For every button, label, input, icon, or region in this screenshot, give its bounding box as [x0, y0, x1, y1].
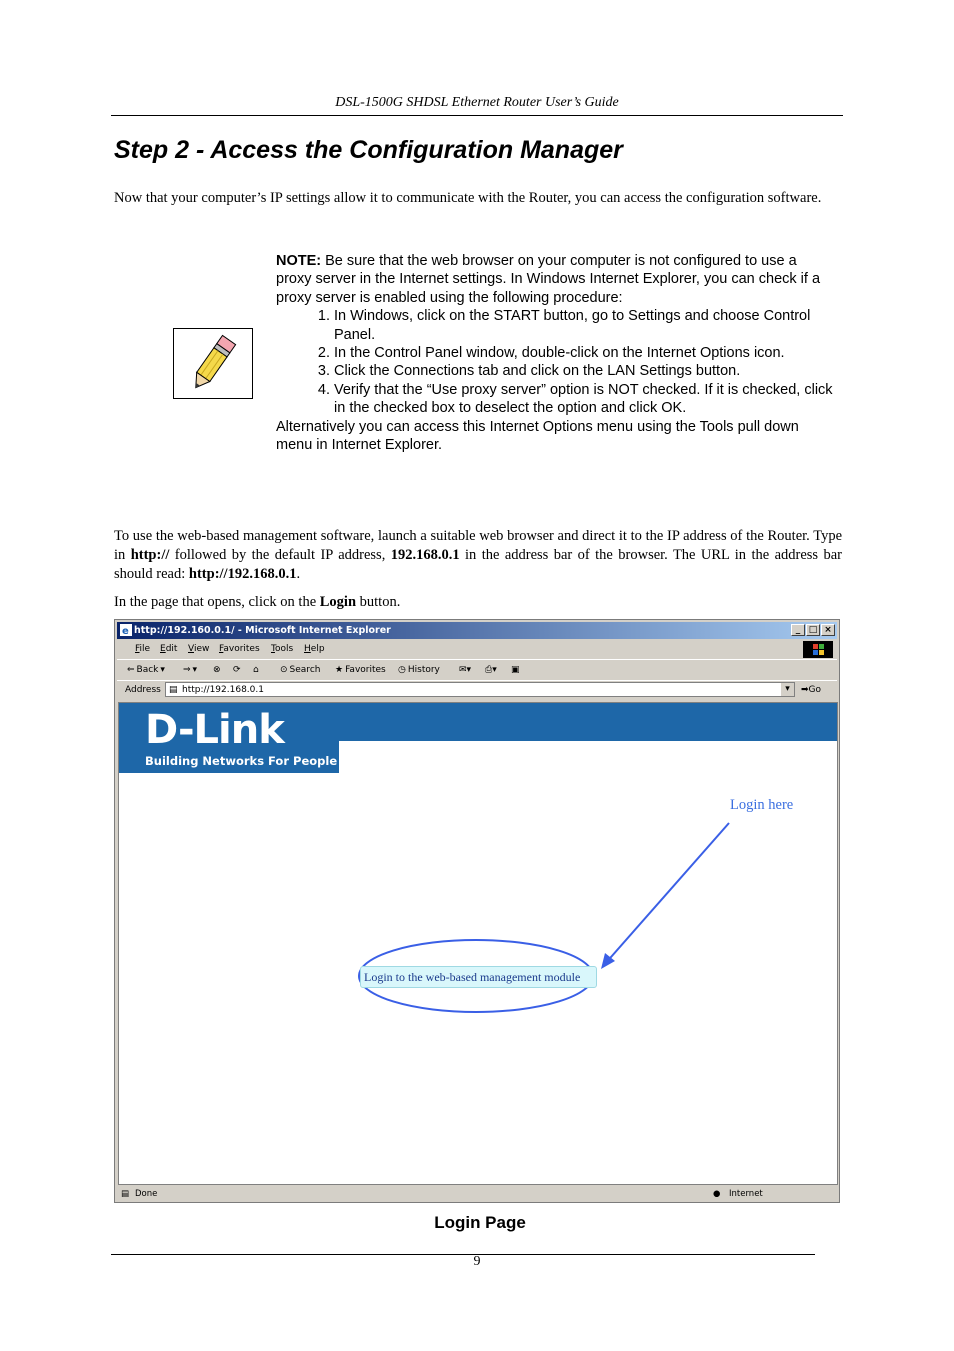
address-input[interactable] — [165, 682, 795, 697]
refresh-button[interactable] — [233, 665, 241, 675]
section-heading: Step 2 - Access the Configuration Manager — [114, 136, 623, 164]
status-done: Done — [135, 1189, 158, 1199]
url-paragraph: To use the web-based management software, launch a suitable web browser and direct it to the IP address of the Router. Type in http:// followed by the default IP address, 192.168.0.1 in the address bar of the browser. The URL in the address bar should read: http://192.168.0.1. — [114, 528, 843, 582]
status-zone: Internet — [729, 1189, 763, 1199]
note-box — [276, 252, 836, 454]
go-button[interactable]: ➡Go — [801, 685, 822, 695]
login-here-label: Login here — [730, 797, 794, 813]
dlink-logo: D-Link — [145, 707, 284, 753]
page-icon: ▤ — [169, 685, 178, 695]
login-paragraph: In the page that opens, click on the Login button. — [114, 594, 401, 610]
favorites-icon: ★ — [335, 665, 344, 675]
browser-titlebar — [117, 622, 837, 639]
chevron-down-icon: ▾ — [192, 665, 198, 675]
stop-icon: ⊗ — [213, 665, 221, 675]
address-dropdown-icon[interactable]: ▾ — [781, 683, 794, 696]
browser-title: http://192.160.0.1/ - Microsoft Internet Explorer — [134, 625, 391, 636]
mail-button[interactable] — [459, 665, 471, 675]
forward-arrow-icon: ⇒ — [183, 665, 191, 675]
address-value: http://192.168.0.1 — [182, 685, 264, 695]
dlink-tagline: Building Networks For People — [145, 754, 338, 768]
header-title: DSL-1500G SHDSL Ethernet Router User’s Guide — [335, 95, 619, 110]
note-label: NOTE: — [276, 253, 322, 269]
status-page-icon: ▤ — [121, 1189, 130, 1199]
browser-window — [114, 619, 840, 1203]
figure-caption: Login Page — [434, 1213, 526, 1232]
menu-help[interactable]: Help — [304, 644, 325, 654]
note-pencil-icon — [173, 328, 253, 399]
back-button[interactable]: ⇐ Back ▾ — [127, 665, 165, 675]
menu-file[interactable]: File — [135, 644, 151, 654]
header-rule — [111, 115, 843, 116]
search-icon: ⊙ — [280, 665, 288, 675]
svg-text:e: e — [122, 626, 129, 636]
stop-button[interactable] — [213, 665, 221, 675]
refresh-icon: ⟳ — [233, 665, 241, 675]
page-number: 9 — [473, 1254, 481, 1269]
history-icon: ◷ — [398, 665, 406, 675]
home-button[interactable] — [253, 665, 259, 675]
list-item: 1. In Windows, click on the START button, go to Settings and choose Control Panel. — [334, 307, 836, 344]
back-arrow-icon: ⇐ — [127, 665, 135, 675]
go-arrow-icon: ➡ — [801, 685, 809, 695]
windows-logo-icon — [803, 641, 833, 658]
mail-icon: ✉▾ — [459, 665, 472, 675]
toolbar — [117, 659, 837, 680]
note-intro: NOTE: Be sure that the web browser on your computer is not configured to use a proxy server in the Internet settings. In Windows Internet Explorer, you can check if a proxy server is enabled using the following procedure: — [276, 253, 821, 306]
list-item: 2. In the Control Panel window, double-click on the Internet Options icon. — [334, 344, 836, 362]
print-button[interactable] — [485, 665, 497, 675]
chevron-down-icon: ▾ — [160, 665, 165, 675]
menu-bar — [117, 640, 837, 658]
favorites-button[interactable]: ★ Favorites — [335, 665, 386, 675]
search-button[interactable]: ⊙ Search — [280, 665, 321, 675]
edit-button[interactable] — [511, 665, 520, 675]
edit-icon: ▣ — [511, 665, 520, 675]
menu-favorites[interactable]: Favorites — [219, 644, 260, 654]
browser-content — [118, 702, 838, 1185]
maximize-button[interactable]: □ — [806, 624, 820, 636]
callout-arrow — [604, 823, 729, 965]
list-item: 4. Verify that the “Use proxy server” option is NOT checked. If it is checked, click in the checked box to deselect the option and click OK. — [334, 381, 836, 418]
note-steps — [276, 307, 836, 417]
menu-tools[interactable]: Tools — [271, 644, 294, 654]
home-icon: ⌂ — [253, 665, 259, 675]
close-button[interactable]: × — [821, 624, 835, 636]
menu-view[interactable]: View — [188, 644, 210, 654]
status-bar — [117, 1186, 837, 1202]
minimize-button[interactable]: _ — [791, 624, 805, 636]
history-button[interactable]: ◷ History — [398, 665, 440, 675]
print-icon: ⎙▾ — [485, 665, 497, 675]
note-after: Alternatively you can access this Internet Options menu using the Tools pull down menu in Internet Explorer. — [276, 418, 799, 454]
menu-edit[interactable]: Edit — [160, 644, 178, 654]
address-bar — [117, 680, 837, 701]
ie-icon — [120, 624, 132, 636]
forward-button[interactable] — [183, 665, 197, 675]
list-item: 3. Click the Connections tab and click on the LAN Settings button. — [334, 362, 836, 380]
callout-annotation — [119, 703, 837, 1184]
globe-icon: ● — [713, 1189, 721, 1199]
login-button[interactable]: Login to the web-based management module — [360, 966, 597, 988]
intro-paragraph: Now that your computer’s IP settings allow it to communicate with the Router, you can access the configuration software. — [114, 190, 822, 206]
address-label: Address — [125, 685, 161, 695]
